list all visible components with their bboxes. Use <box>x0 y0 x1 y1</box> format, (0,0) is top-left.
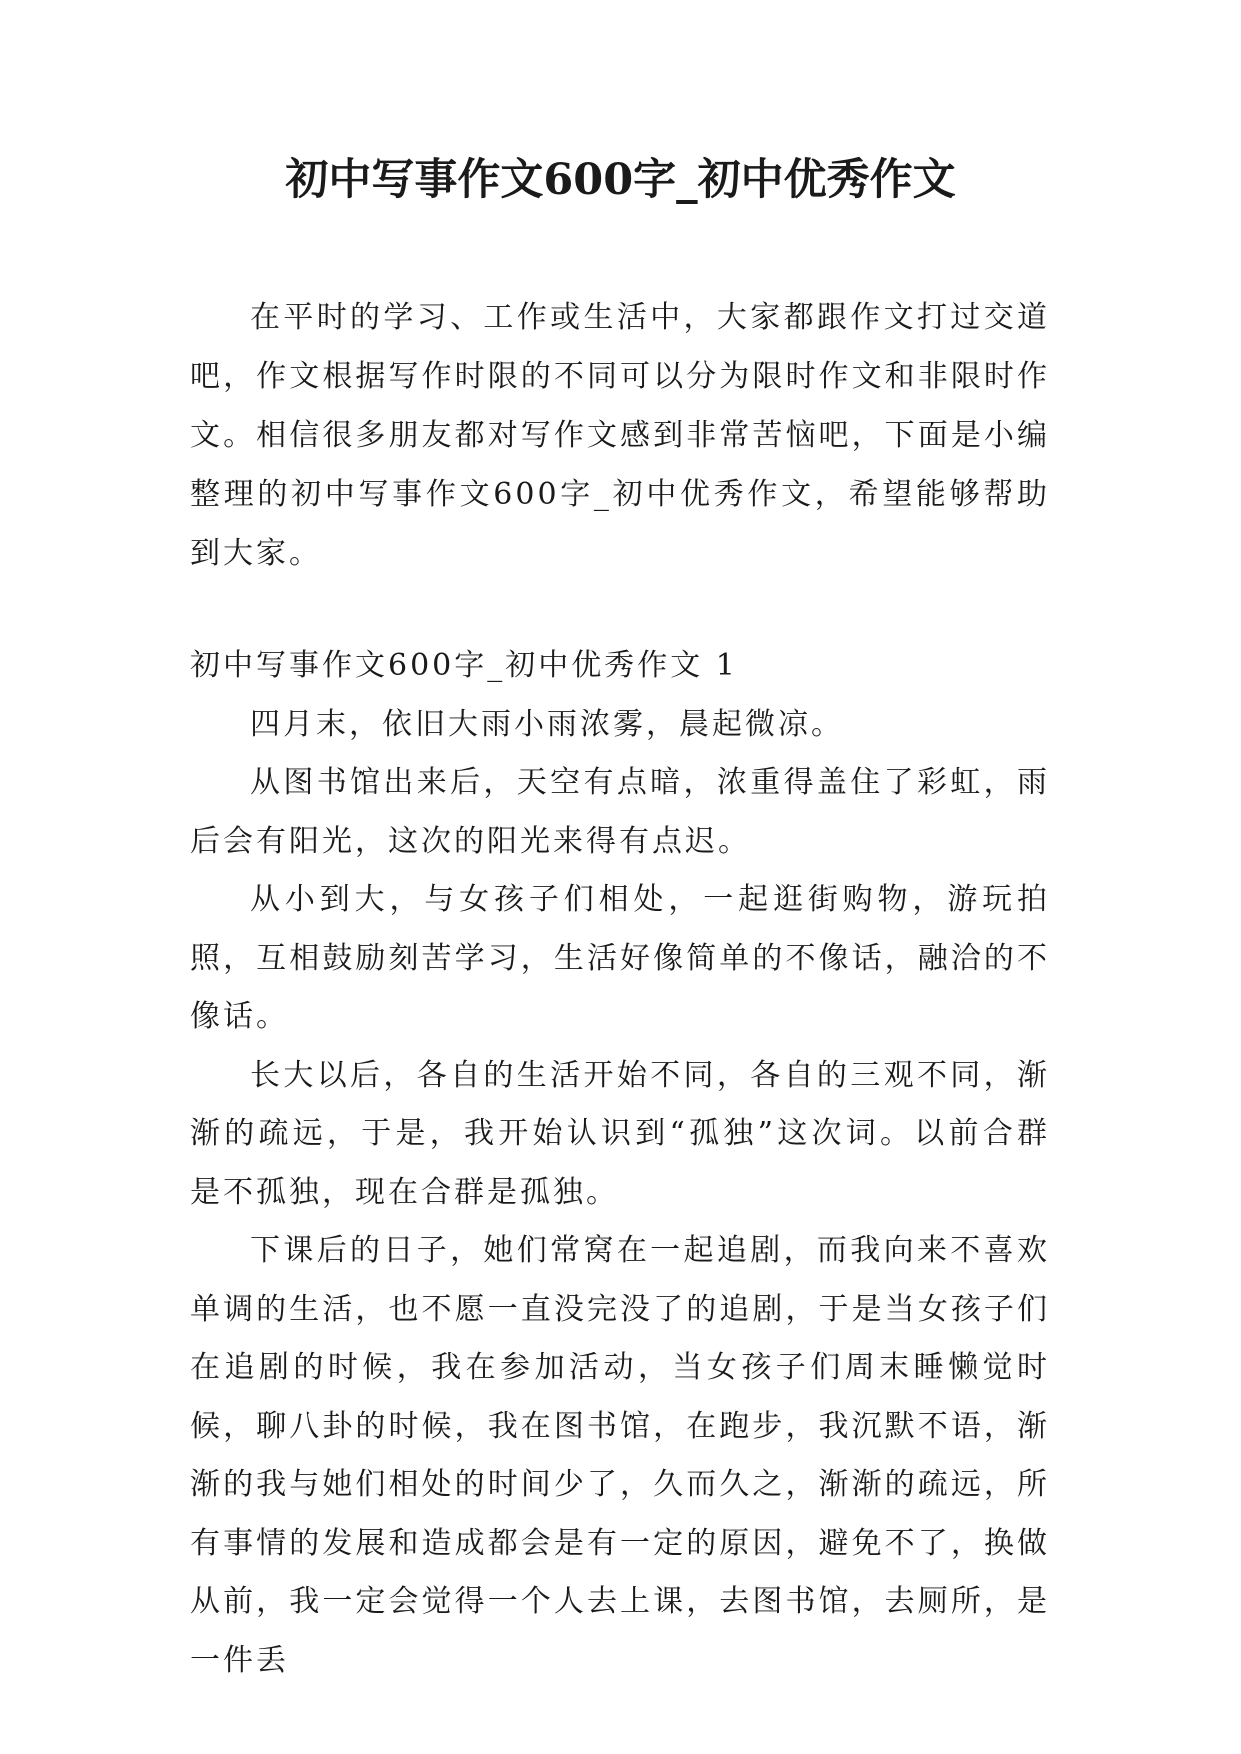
page-title: 初中写事作文600字_初中优秀作文 <box>285 155 956 205</box>
intro-paragraph: 在平时的学习、工作或生活中，大家都跟作文打过交道吧，作文根据写作时限的不同可以分为限时作文和非限时作文。相信很多朋友都对写作文感到非常苦恼吧，下面是小编整理的初中写事作文600字_初中优秀作文，希望能够帮助到大家。 <box>190 300 1050 571</box>
essay-heading: 初中写事作文600字_初中优秀作文 1 <box>190 648 738 683</box>
essay-section <box>190 637 1050 1690</box>
essay-paragraph: 下课后的日子，她们常窝在一起追剧，而我向来不喜欢单调的生活，也不愿一直没完没了的追剧，于是当女孩子们在追剧的时候，我在参加活动，当女孩子们周末睡懒觉时候，聊八卦的时候，我在图书馆，在跑步，我沉默不语，渐渐的我与她们相处的时间少了，久而久之，渐渐的疏远，所有事情的发展和造成都会是有一定的原因，避免不了，换做从前，我一定会觉得一个人去上课，去图书馆，去厕所，是一件丢 <box>190 1233 1050 1678</box>
intro-section <box>190 288 1050 583</box>
essay-paragraph: 从小到大，与女孩子们相处，一起逛街购物，游玩拍照，互相鼓励刻苦学习，生活好像简单的不像话，融洽的不像话。 <box>190 882 1050 1034</box>
essay-paragraph: 长大以后，各自的生活开始不同，各自的三观不同，渐渐的疏远，于是，我开始认识到“孤独”这次词。以前合群是不孤独，现在合群是孤独。 <box>190 1057 1050 1210</box>
essay-paragraph: 四月末，依旧大雨小雨浓雾，晨起微凉。 <box>250 706 844 742</box>
essay-paragraph: 从图书馆出来后，天空有点暗，浓重得盖住了彩虹，雨后会有阳光，这次的阳光来得有点迟。 <box>190 765 1050 859</box>
